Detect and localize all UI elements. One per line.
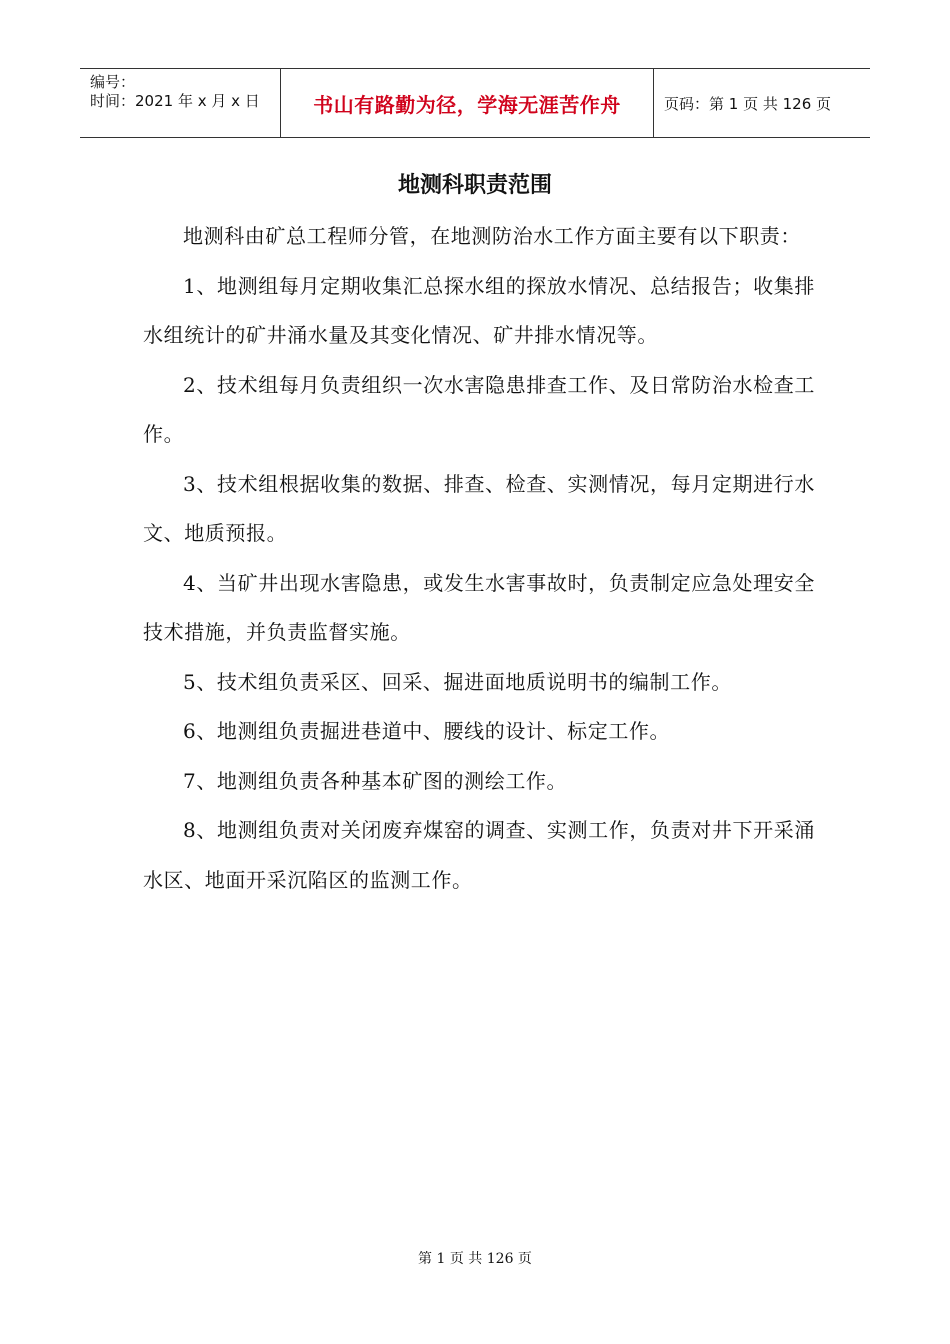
paragraph-intro: 地测科由矿总工程师分管，在地测防治水工作方面主要有以下职责：	[183, 224, 801, 248]
page-footer: 第 1 页 共 126 页	[418, 1251, 532, 1267]
document-body	[143, 212, 815, 905]
document-title: 地测科职责范围	[397, 173, 552, 198]
paragraph-item-7: 7、地测组负责各种基本矿图的测绘工作。	[183, 768, 568, 793]
header-motto: 书山有路勤为径，学海无涯苦作舟	[280, 69, 654, 137]
paragraph-item-8: 8、地测组负责对关闭废弃煤窑的调查、实测工作，负责对井下开采涌水区、地面开采沉陷区的监测工作。	[143, 818, 815, 892]
header-time-label: 时间：2021 年 x 月 x 日	[90, 92, 260, 110]
paragraph-item-2: 2、技术组每月负责组织一次水害隐患排查工作、及日常防治水检查工作。	[143, 372, 815, 446]
header-meta-cell	[80, 69, 280, 137]
paragraph-item-4: 4、当矿井出现水害隐患，或发生水害事故时，负责制定应急处理安全技术措施，并负责监督实施。	[143, 570, 815, 644]
paragraph-item-6: 6、地测组负责掘进巷道中、腰线的设计、标定工作。	[183, 719, 671, 743]
header-number-label: 编号：	[90, 73, 136, 91]
document-header-table	[80, 68, 870, 138]
paragraph-item-1: 1、地测组每月定期收集汇总探水组的探放水情况、总结报告；收集排水组统计的矿井涌水量及其变化情况、矿井排水情况等。	[143, 273, 815, 347]
paragraph-item-5: 5、技术组负责采区、回采、掘进面地质说明书的编制工作。	[183, 669, 732, 694]
header-page-info: 页码：第 1 页 共 126 页	[664, 94, 832, 113]
paragraph-item-3: 3、技术组根据收集的数据、排查、检查、实测情况，每月定期进行水文、地质预报。	[143, 471, 815, 545]
